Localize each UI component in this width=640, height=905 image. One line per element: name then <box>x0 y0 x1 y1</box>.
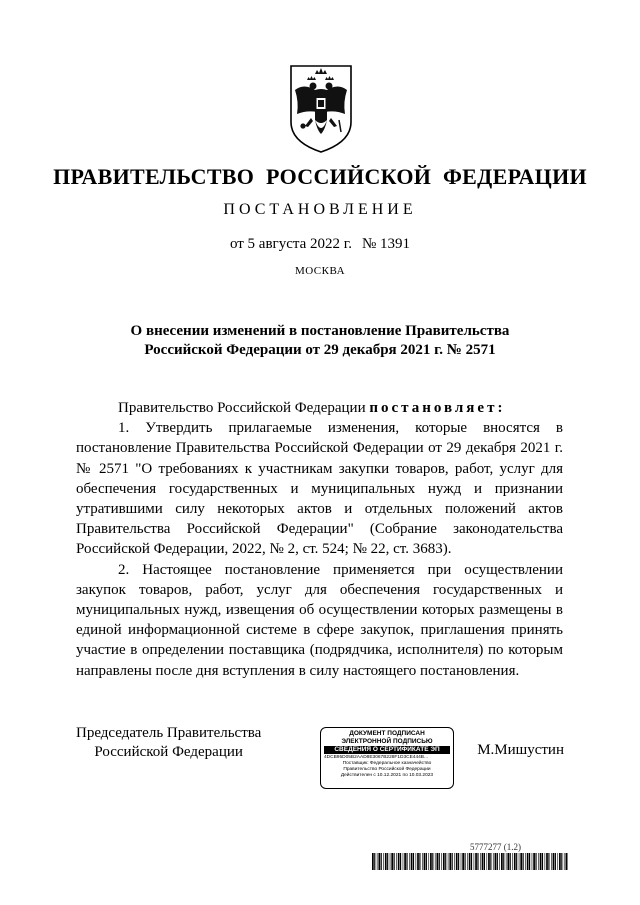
subject-line-2: Российской Федерации от 29 декабря 2021 г. № 2571 <box>144 342 496 358</box>
coat-of-arms-icon <box>285 62 357 154</box>
stamp-title-1: ДОКУМЕНТ ПОДПИСАН <box>349 730 425 737</box>
document-code: 5777277 (1.2) <box>470 842 521 852</box>
stamp-validity: Действителен с 10.12.2021 по 10.03.2023 <box>340 772 434 778</box>
document-number: № 1391 <box>361 236 411 252</box>
signer-position <box>76 724 261 762</box>
document-body <box>76 398 563 681</box>
intro-paragraph <box>76 398 563 418</box>
stamp-serial: 4DCB95D05B2AAD8E3067B228F1D3CE444B... <box>324 754 428 760</box>
electronic-signature-stamp <box>320 727 454 789</box>
barcode-icon <box>372 853 568 870</box>
stamp-owner: Правительство Российской Федерации <box>343 766 431 772</box>
paragraph-2: 2. Настоящее постановление применяется при осуществлении закупок товаров, работ, услуг для обеспечения государственных и муниципальных нужд, извещения об осуществлении которых размещены в единой информационной системе в сфере закупок, приглашения принять участие в определении поставщика (подрядчика, исполнителя) по которым направлены после дня вступления в силу настоящего постановления. <box>76 561 563 679</box>
government-title: ПРАВИТЕЛЬСТВО РОССИЙСКОЙ ФЕДЕРАЦИИ <box>53 164 587 189</box>
stamp-certificate-bar: СВЕДЕНИЯ О СЕРТИФИКАТЕ ЭП <box>324 746 450 754</box>
signer-position-line-1: Председатель Правительства <box>76 725 262 741</box>
subject-line-1: О внесении изменений в постановление Правительства <box>130 323 510 339</box>
signer-name: М.Мишустин <box>477 742 564 758</box>
paragraph-1: 1. Утвердить прилагаемые изменения, которые вносятся в постановление Правительства Российской Федерации от 29 декабря 2021 г. № 2571 "О требованиях к участникам закупки товаров, работ, услуг для обеспечения государственных и муниципальных нужд и признании утратившими силу некоторых актов и отдельных положений актов Правительства Российской Федерации" (Собрание законодательства Российской Федерации, 2022, № 2, ст. 524; № 22, ст. 3683). <box>76 420 563 558</box>
intro-text: Правительство Российской Федерации <box>118 400 370 416</box>
city: МОСКВА <box>294 265 346 277</box>
document-type: ПОСТАНОВЛЕНИЕ <box>223 201 417 218</box>
decree-word: постановляет: <box>369 400 506 416</box>
signer-position-line-2: Российской Федерации <box>94 744 243 760</box>
document-date: от 5 августа 2022 г. <box>229 236 352 252</box>
stamp-issuer: Поставщик: Федеральное казначейство <box>342 760 432 766</box>
date-number-line <box>0 236 640 253</box>
document-subject <box>90 322 550 360</box>
stamp-title-2: ЭЛЕКТРОННОЙ ПОДПИСЬЮ <box>341 737 433 745</box>
